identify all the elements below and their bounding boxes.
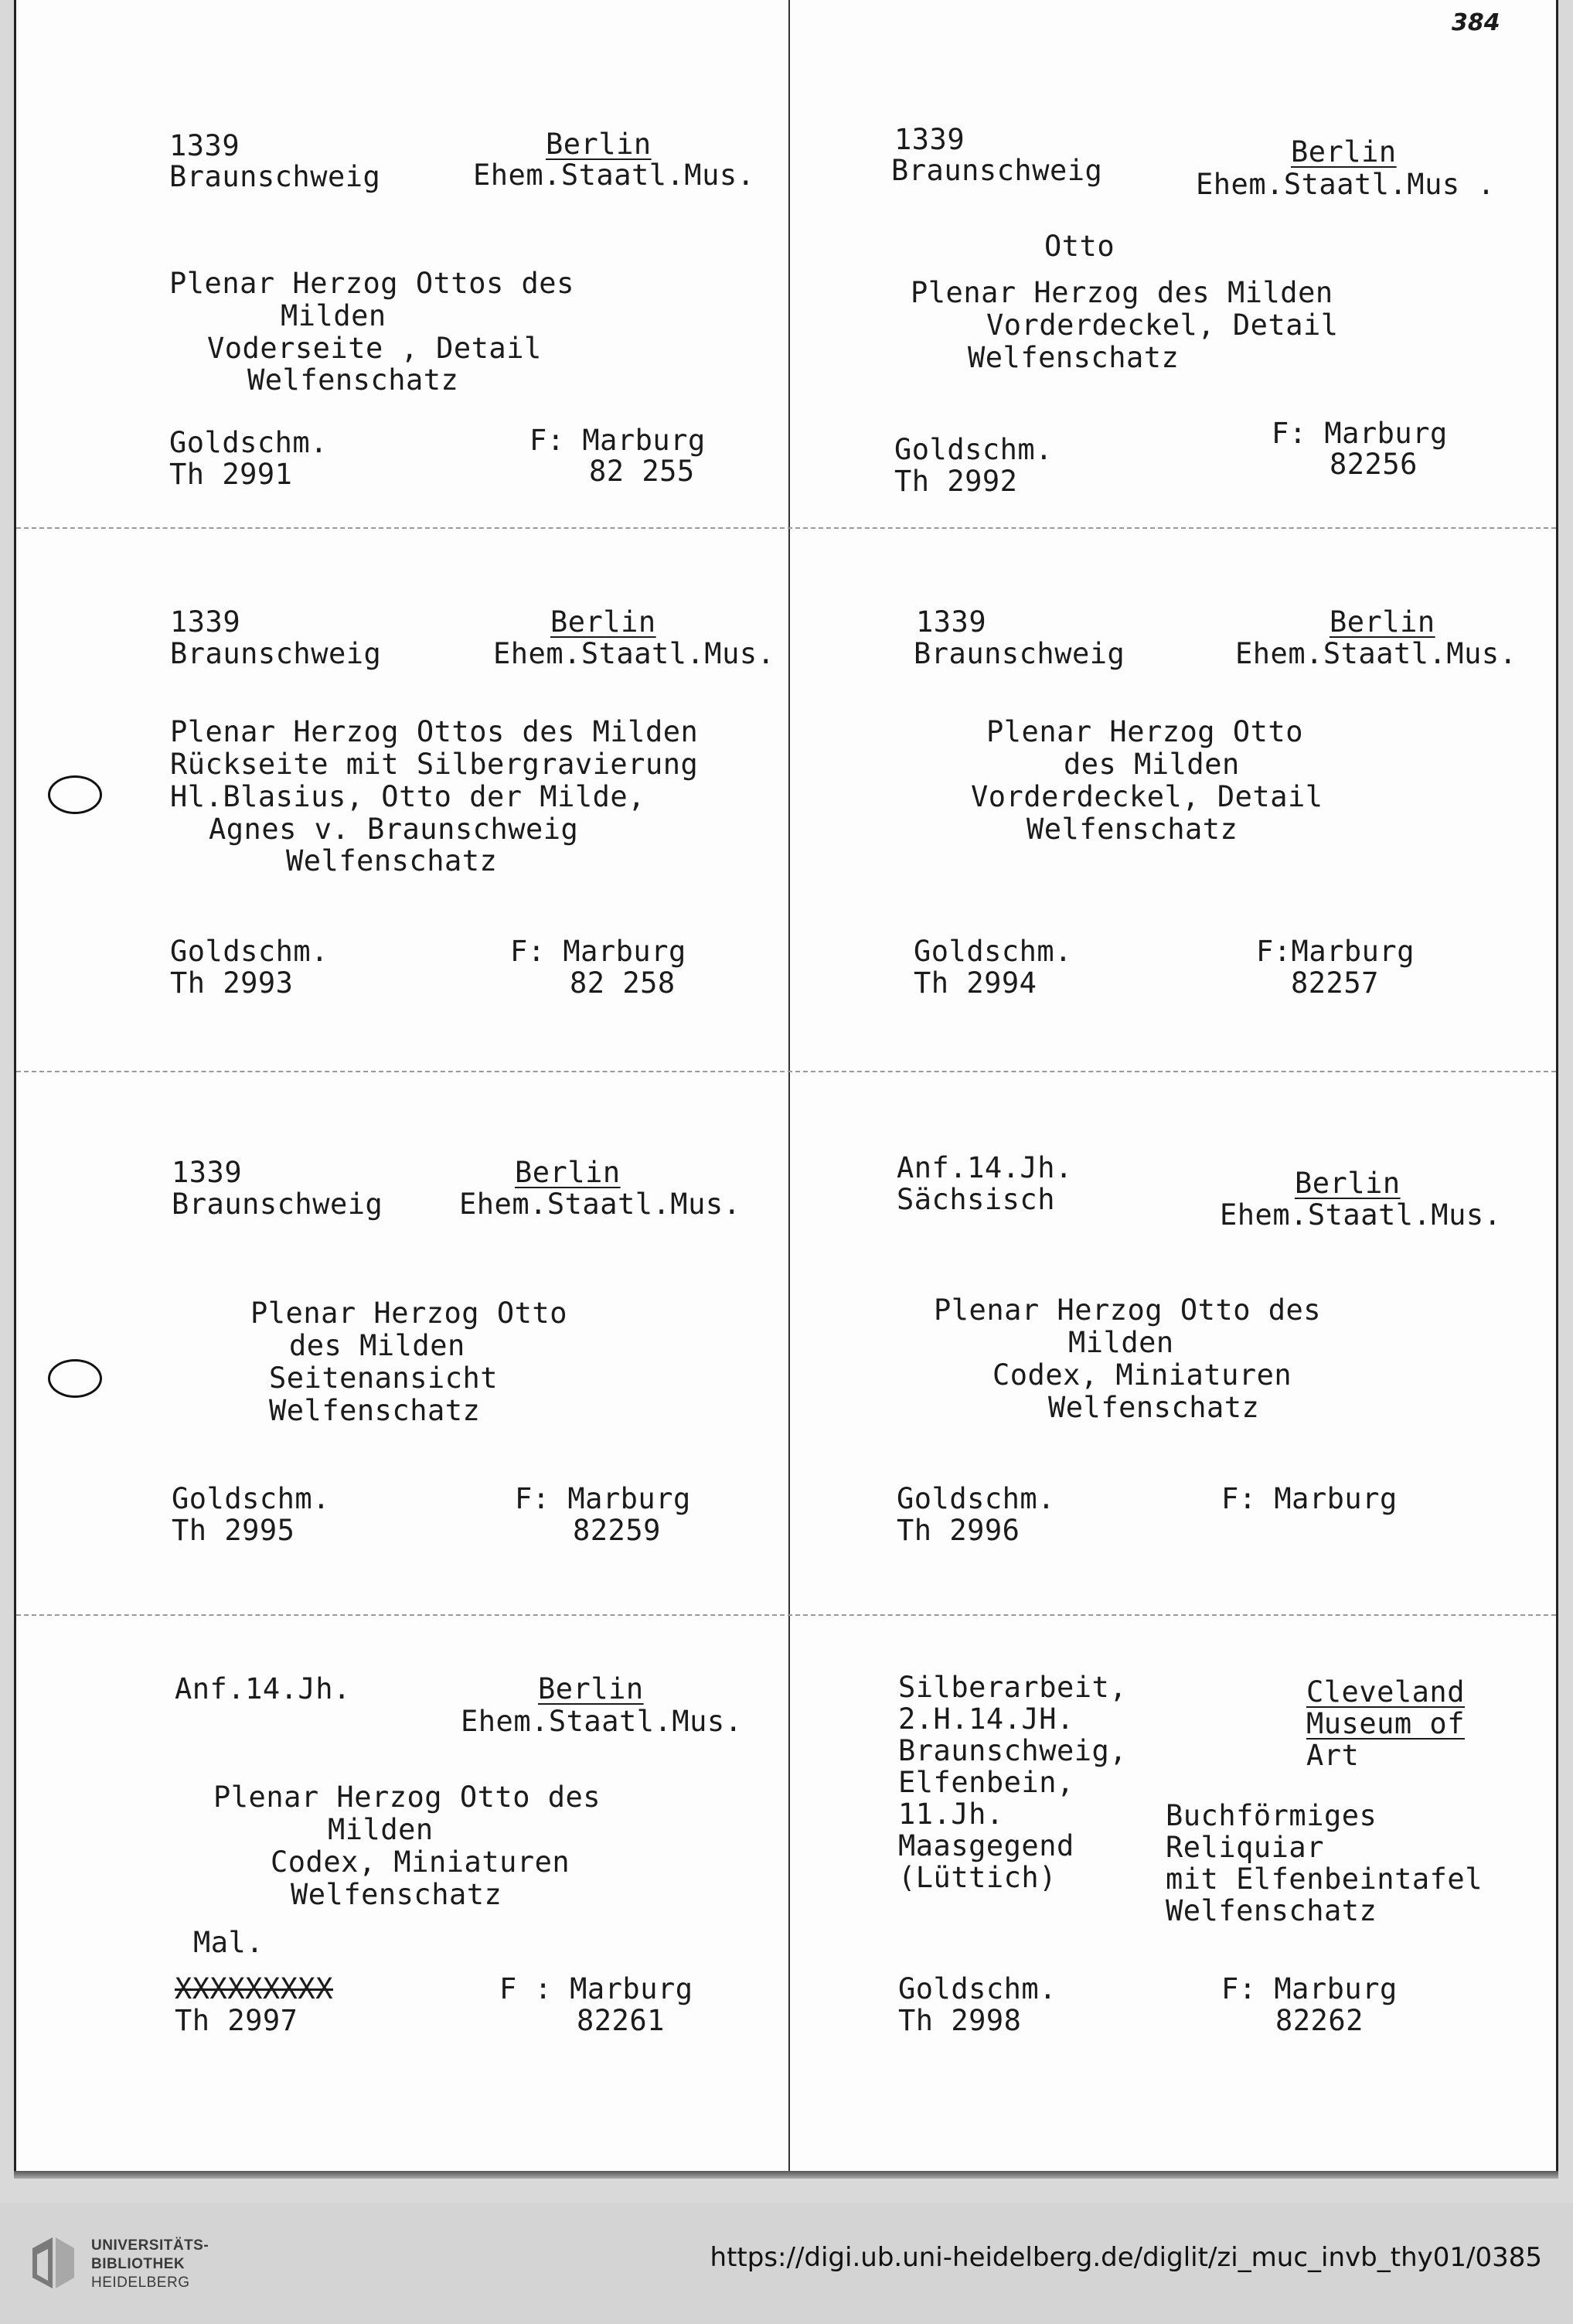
card-inventory-number: Th 2997: [175, 2004, 298, 2037]
card-date-line: (Lüttich): [898, 1861, 1057, 1894]
card-city: Berlin: [1330, 605, 1435, 639]
card-note: Mal.: [193, 1926, 264, 1959]
card-description-line: des Milden: [289, 1329, 465, 1362]
card-description-line: Plenar Herzog Otto des: [213, 1780, 601, 1814]
card-city: Cleveland: [1306, 1675, 1465, 1709]
card-city: Berlin: [1291, 135, 1397, 169]
card-description-line: Reliquiar: [1166, 1831, 1324, 1864]
card-description-line: Welfenschatz: [1027, 813, 1238, 846]
sheet-right-edge: [1556, 0, 1558, 2171]
card-inventory-number: Th 2994: [914, 966, 1037, 1000]
card-category: Goldschm.: [894, 433, 1053, 466]
card-category: Goldschm.: [898, 1972, 1057, 2005]
card-category: Goldschm.: [914, 935, 1072, 968]
card-description-line: des Milden: [1064, 748, 1240, 781]
card-date: 1339: [894, 123, 965, 156]
card-description-line: Welfenschatz: [968, 341, 1180, 374]
card-description-line: Welfenschatz: [291, 1878, 502, 1911]
card-institution: Ehem.Staatl.Mus.: [1235, 637, 1517, 670]
card-date-line: Maasgegend: [898, 1829, 1074, 1862]
card-place: Braunschweig: [170, 637, 382, 670]
card-place: Braunschweig: [172, 1188, 383, 1221]
card-description-line: Vorderdeckel, Detail: [971, 780, 1323, 813]
card-date-line: Elfenbein,: [898, 1766, 1074, 1799]
card-city: Berlin: [538, 1672, 644, 1706]
card-place: Sächsisch: [897, 1183, 1055, 1216]
card-inventory-number: Th 2993: [170, 966, 294, 1000]
card-institution: Ehem.Staatl.Mus .: [1196, 168, 1496, 201]
card-description-line: Welfenschatz: [286, 844, 498, 877]
row-divider: [16, 1614, 1556, 1617]
card-description-line: Vorderdeckel, Detail: [986, 308, 1339, 342]
card-city: Berlin: [546, 128, 652, 161]
card-photo-source: F: Marburg: [1221, 1972, 1398, 2005]
card-description-line: Welfenschatz: [1166, 1894, 1377, 1927]
card-inventory-number: Th 2998: [898, 2004, 1022, 2037]
card-description-line: Buchförmiges: [1166, 1799, 1377, 1832]
permalink-url[interactable]: https://digi.ub.uni-heidelberg.de/diglit/zi_muc_invb_thy01/0385: [710, 2242, 1542, 2273]
card-institution: Ehem.Staatl.Mus.: [461, 1705, 743, 1738]
card-category: Goldschm.: [172, 1482, 330, 1515]
card-date-line: 2.H.14.JH.: [898, 1702, 1074, 1736]
card-description-line: Rückseite mit Silbergravierung: [170, 748, 699, 781]
card-place: Braunschweig: [891, 154, 1103, 187]
card-category: Goldschm.: [897, 1482, 1055, 1515]
row-divider: [16, 1071, 1556, 1073]
card-inventory-number: Th 2995: [172, 1514, 295, 1547]
card-description-line: Plenar Herzog des Milden: [911, 276, 1333, 309]
card-photo-source: F: Marburg: [1221, 1482, 1398, 1515]
card-description-line: Plenar Herzog Otto: [250, 1297, 567, 1330]
page-number: 384: [1452, 9, 1500, 36]
punch-hole: [48, 1359, 102, 1398]
card-date-line: Braunschweig,: [898, 1734, 1128, 1767]
card-description-line: Hl.Blasius, Otto der Milde,: [170, 780, 645, 813]
card-inventory-number: Th 2996: [897, 1514, 1020, 1547]
card-date-line: 11.Jh.: [898, 1798, 1004, 1831]
card-city: Berlin: [550, 605, 656, 639]
card-photo-number: 82261: [577, 2004, 665, 2037]
card-date: 1339: [916, 605, 987, 639]
card-photo-source: F : Marburg: [499, 1972, 693, 2005]
card-date: Anf.14.Jh.: [897, 1151, 1073, 1184]
card-category: Goldschm.: [169, 426, 328, 459]
card-description-line: Codex, Miniaturen: [992, 1358, 1292, 1392]
card-description-line: Plenar Herzog Ottos des: [169, 267, 574, 300]
card-institution: Ehem.Staatl.Mus.: [459, 1188, 741, 1221]
card-description-line: Plenar Herzog Otto: [986, 715, 1303, 748]
library-name-line: BIBLIOTHEK: [91, 2256, 186, 2272]
card-category: Goldschm.: [170, 935, 329, 968]
library-name-line: UNIVERSITÄTS-: [91, 2237, 209, 2254]
sheet-bottom-edge: [14, 2171, 1558, 2179]
sheet-left-edge: [14, 0, 16, 2171]
card-institution: Ehem.Staatl.Mus.: [493, 637, 775, 670]
card-date: 1339: [170, 605, 241, 639]
card-description-line: Milden: [281, 299, 386, 332]
card-photo-source: F:Marburg: [1256, 935, 1415, 968]
card-description-line: Agnes v. Braunschweig: [209, 813, 579, 846]
card-inventory-number: Th 2991: [169, 458, 293, 491]
card-date: 1339: [169, 129, 240, 162]
card-date: Anf.14.Jh.: [175, 1672, 351, 1706]
card-photo-source: F: Marburg: [1272, 417, 1448, 450]
card-inserted-word: Otto: [1044, 230, 1115, 263]
card-place: Braunschweig: [169, 160, 381, 193]
card-photo-number: 82256: [1330, 448, 1418, 481]
viewer-footer: [0, 2203, 1573, 2324]
card-photo-number: 82262: [1275, 2004, 1364, 2037]
card-description-line: Plenar Herzog Ottos des Milden: [170, 715, 699, 748]
punch-hole: [48, 775, 102, 814]
card-institution-line: Museum of: [1306, 1707, 1465, 1740]
card-place: Braunschweig: [914, 637, 1125, 670]
card-date: 1339: [172, 1156, 243, 1189]
card-description-line: Milden: [328, 1813, 434, 1846]
card-description-line: Codex, Miniaturen: [271, 1845, 570, 1879]
card-photo-number: 82 255: [589, 455, 695, 488]
card-description-line: Plenar Herzog Otto des: [934, 1293, 1322, 1327]
card-date-line: Silberarbeit,: [898, 1671, 1128, 1704]
card-photo-source: F: Marburg: [515, 1482, 691, 1515]
card-photo-source: F: Marburg: [510, 935, 686, 968]
card-description-line: Voderseite , Detail: [207, 332, 542, 365]
card-photo-number: 82 258: [570, 966, 676, 1000]
card-photo-number: 82259: [573, 1514, 661, 1547]
card-category-struck: XXXXXXXXX: [175, 1972, 333, 2005]
card-description-line: Seitenansicht: [269, 1361, 499, 1395]
card-description-line: Welfenschatz: [1048, 1391, 1260, 1424]
card-institution: Ehem.Staatl.Mus.: [473, 158, 755, 192]
card-inventory-number: Th 2992: [894, 465, 1018, 498]
library-name-line: HEIDELBERG: [91, 2275, 190, 2291]
card-institution: Ehem.Staatl.Mus.: [1220, 1198, 1502, 1232]
row-divider: [16, 527, 1556, 530]
card-description-line: Milden: [1068, 1326, 1174, 1359]
card-city: Berlin: [515, 1156, 621, 1189]
card-photo-number: 82257: [1291, 966, 1379, 1000]
library-logo-icon: [29, 2231, 77, 2293]
column-divider: [788, 0, 790, 2171]
card-institution-line: Art: [1306, 1739, 1360, 1772]
card-description-line: mit Elfenbeintafel: [1166, 1862, 1483, 1896]
card-city: Berlin: [1295, 1167, 1401, 1200]
card-description-line: Welfenschatz: [269, 1394, 481, 1427]
card-description-line: Welfenschatz: [247, 363, 459, 397]
card-photo-source: F: Marburg: [529, 424, 706, 457]
